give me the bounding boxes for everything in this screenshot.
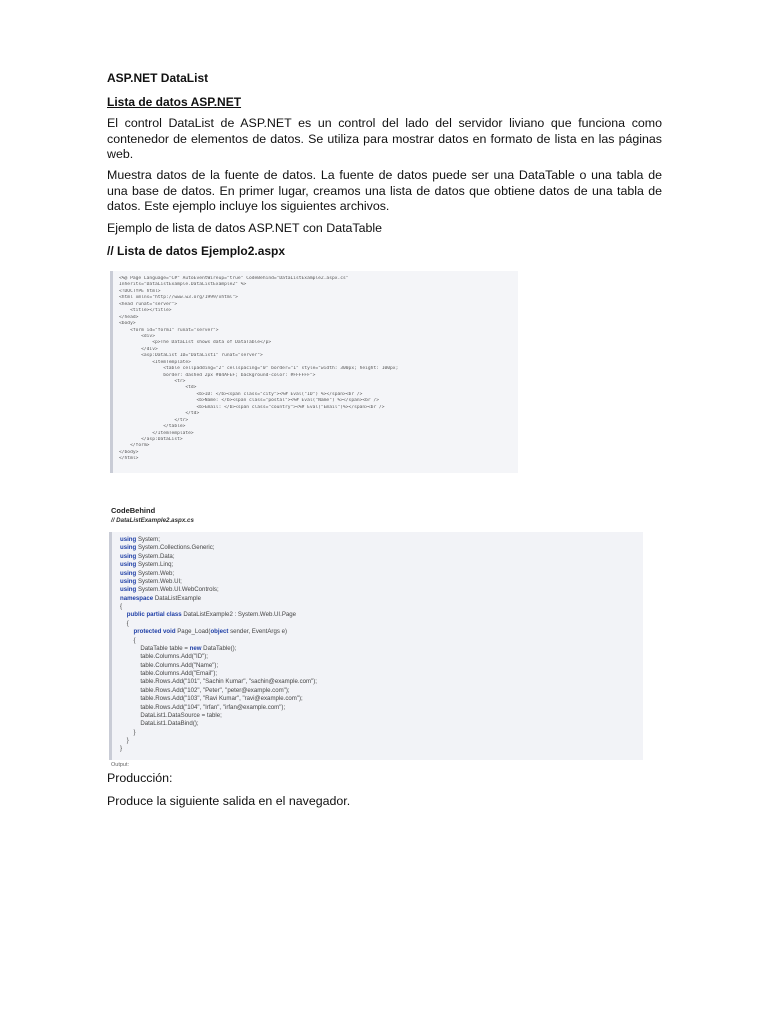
code-line: <p>The DataList shows data of DataTable</p> (119, 340, 272, 346)
output-description: Produce la siguiente salida en el navegador. (107, 794, 351, 808)
code-line: </table> (119, 424, 186, 430)
output-label: Output: (111, 762, 130, 768)
code-line: <div> (119, 333, 155, 339)
code-line: using System.Web; (120, 569, 175, 577)
code-line: DataList1.DataSource = table; (120, 711, 222, 719)
code-file-heading: // Lista de datos Ejemplo2.aspx (107, 244, 286, 258)
paragraph-example: Ejemplo de lista de datos ASP.NET con DataTable (107, 221, 383, 235)
code-line: table.Rows.Add("102", "Peter", "peter@example.com"); (120, 686, 290, 694)
code-line: { (120, 603, 123, 610)
paragraph-datasource: Muestra datos de la fuente de datos. La fuente de datos puede ser una DataTable o una tabla de una base de datos. En primer lugar, creamos una lista de datos que obtiene datos de una tabla de datos. Este ejemplo incluye los siguientes archivos. (107, 168, 662, 213)
code-line: <body> (119, 321, 136, 327)
code-line: public partial class DataListExample2 : System.Web.UI.Page (126, 611, 297, 619)
code-line: } (120, 737, 129, 744)
code-line: </div> (119, 346, 158, 352)
code-line: <b>Name: </b><span class="postal"><%# Eval("Name") %></span><br /> (119, 398, 379, 404)
paragraph-intro: El control DataList de ASP.NET es un control del lado del servidor liviano que funciona como contenedor de elementos de datos. Se utiliza para mostrar datos en formato de lista en las páginas web. (107, 116, 662, 161)
code-line: </form> (119, 443, 150, 449)
code-line: <html xmlns="http://www.w3.org/1999/xhtml"> (119, 295, 238, 301)
code-line: <td> (119, 385, 197, 391)
code-line: <head runat="server"> (119, 301, 178, 307)
code-line: <asp:DataList ID="DataList1" runat="server"> (119, 353, 263, 359)
code-line: table.Columns.Add("Email"); (120, 670, 218, 677)
code-line: border: dashed 2px #04AFEF; background-color: #FFFFFF"> (119, 372, 316, 378)
code-line: protected void Page_Load(object sender, EventArgs e) (133, 628, 288, 636)
code-line: table.Rows.Add("104", "Irfan", "irfan@example.com"); (120, 703, 286, 711)
code-line: </html> (119, 456, 139, 462)
code-line: <!DOCTYPE html> (119, 288, 161, 294)
code-line: </ItemTemplate> (119, 430, 194, 436)
code-line: DataList1.DataBind(); (120, 720, 199, 728)
code-line: </asp:DataList> (119, 436, 183, 442)
codebehind-screenshot (106, 503, 648, 771)
code-line: <b>Email: </b><span class="country"><%# Eval("Email")%></span><br /> (119, 404, 385, 410)
code-line: using System.Collections.Generic; (120, 544, 215, 552)
code-line: using System; (120, 536, 160, 543)
code-line: </head> (119, 314, 139, 320)
code-line: <form id="form1" runat="server"> (119, 327, 219, 333)
code-line: } (120, 728, 136, 736)
document-title: ASP.NET DataList (107, 71, 209, 85)
code-line: } (120, 745, 123, 753)
codebehind-filename: // DataListExample2.aspx.cs (111, 517, 194, 524)
code-line: using System.Linq; (120, 561, 174, 569)
code-line: DataTable table = new DataTable(); (120, 644, 237, 652)
code-line: </body> (119, 449, 139, 455)
code-line: using System.Web.UI; (120, 577, 182, 585)
code-line: { (120, 636, 136, 644)
code-line: namespace DataListExample (120, 594, 201, 602)
code-line: <table cellpadding="2" cellspacing="0" border="1" style="width: 300px; height: 100px; (119, 366, 399, 372)
code-line: using System.Web.UI.WebControls; (120, 586, 219, 594)
code-line: table.Columns.Add("Name"); (120, 661, 219, 669)
code-line: table.Rows.Add("101", "Sachin Kumar", "sachin@example.com"); (120, 678, 317, 686)
code-line: <tr> (119, 379, 186, 384)
code-line: using System.Data; (120, 552, 175, 560)
output-heading: Producción: (107, 771, 173, 785)
code-line: table.Rows.Add("103", "Ravi Kumar", "ravi@example.com"); (120, 695, 303, 703)
code-line: </tr> (119, 417, 189, 423)
code-line: <title></title> (119, 308, 172, 314)
code-line: table.Columns.Add("ID"); (120, 653, 208, 661)
codebehind-title: CodeBehind (111, 506, 156, 515)
code-line: <%@ Page Language="C#" AutoEventWireup="true" CodeBehind="DataListExample2.aspx.cs" (119, 276, 349, 281)
code-line: { (120, 619, 129, 627)
csharp-code-block (109, 532, 643, 760)
section-heading: Lista de datos ASP.NET (107, 95, 242, 109)
code-line: </td> (119, 411, 200, 417)
aspx-code-screenshot (110, 271, 518, 473)
code-line: <ItemTemplate> (119, 359, 191, 365)
code-line: Inherits="DataListExample.DataListExample2" %> (119, 282, 247, 288)
code-line: <b>ID: </b><span class="city"><%# Eval("ID") %></span><br /> (119, 391, 363, 397)
